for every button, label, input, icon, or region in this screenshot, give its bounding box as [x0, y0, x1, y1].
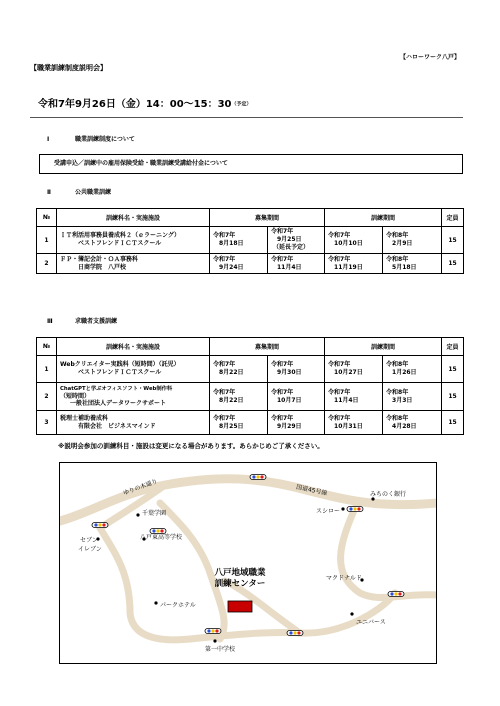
training-center-marker [228, 601, 252, 612]
training-end: 令和8年 1月26日 [383, 356, 442, 383]
event-date-note: （予定） [231, 101, 252, 108]
recruit-end: 令和7年 10月7日 [268, 383, 325, 411]
map-label-eleven: イレブン [78, 546, 102, 553]
map-label-universe: ユニバース [356, 619, 386, 626]
table-row [37, 356, 464, 383]
header-recruit: 募集期間 [210, 338, 325, 356]
row-no: 1 [37, 356, 57, 383]
recruit-end: 令和7年 11月4日 [268, 254, 325, 274]
map-label-hachinohe-east: 八戸東高等学校 [140, 534, 183, 541]
course-name: ChatGPTと学ぶオフィスソフト・Web制作科 [60, 386, 173, 392]
section3-number: Ⅲ [47, 318, 53, 325]
training-start: 令和7年 10月27日 [325, 356, 383, 383]
course-name: ＩＴ利活用事務員養成科２（ｅラーニング） [60, 232, 181, 239]
document-title: 【職業訓練制度説明会】 [30, 64, 107, 72]
training-start: 令和7年 11月19日 [325, 254, 383, 274]
capacity: 15 [442, 227, 464, 254]
recruit-start: 令和7年 8月22日 [210, 356, 268, 383]
section1-heading [47, 134, 135, 143]
training-start: 令和7年 10月31日 [325, 411, 383, 435]
training-end: 令和8年 5月18日 [383, 254, 442, 274]
training-end: 令和8年 2月9日 [383, 227, 442, 254]
header-training: 訓練期間 [325, 209, 442, 227]
recruit-start: 令和7年 8月22日 [210, 383, 268, 411]
section2-title: 公共職業訓練 [75, 189, 112, 196]
course-name: ＦＰ・簿記会計・ＯＡ事務科 [60, 255, 139, 263]
header-course: 訓練科名・実施施設 [57, 209, 210, 227]
row-no: 2 [37, 383, 57, 411]
training-end: 令和8年 4月28日 [383, 411, 442, 435]
course-cell [57, 254, 210, 274]
map-label-seven: セブン [80, 537, 98, 544]
recruit-end: 令和7年 9月25日 （延長予定） [268, 227, 325, 254]
header-training: 訓練期間 [325, 338, 442, 356]
table-row [37, 383, 464, 411]
section3-title: 求職者支援訓練 [75, 318, 118, 325]
public-training-table [36, 208, 464, 274]
school-name: 一般社団法人データワークサポート [70, 400, 167, 407]
map-label-daiichi: 第一中学校 [205, 646, 236, 653]
training-start: 令和7年 11月4日 [325, 383, 383, 411]
row-no: 2 [37, 254, 57, 274]
course-cell [57, 356, 210, 383]
school-name: ベストフレンドＩＣＴスクール [78, 240, 162, 247]
table-row [37, 227, 464, 254]
map-label-michinoku: みちのく銀行 [370, 491, 407, 498]
hellowork-label: 【ハローワーク八戸】 [399, 54, 460, 61]
recruit-start: 令和7年 9月24日 [210, 254, 268, 274]
course-name: 税理士補助養成科 [60, 414, 109, 422]
map-label-route45: 国道45号線 [295, 483, 328, 498]
training-start: 令和7年 10月10日 [325, 227, 383, 254]
capacity: 15 [442, 411, 464, 435]
header-no: № [37, 209, 57, 227]
access-map [59, 462, 437, 664]
row-no: 1 [37, 227, 57, 254]
map-label-chiba: 千葉学園 [142, 510, 167, 517]
table-header-row [37, 209, 464, 227]
section2-number: Ⅱ [47, 189, 51, 196]
school-name: 有限会社 ビジネスマインド [78, 422, 156, 430]
row-no: 3 [37, 411, 57, 435]
map-label-macdonald: マクドナルド [326, 575, 362, 582]
recruit-end: 令和7年 9月30日 [268, 356, 325, 383]
table-header-row [37, 338, 464, 356]
map-label-sushiro: スシロー [316, 508, 341, 515]
header-no: № [37, 338, 57, 356]
section1-topic-box: 受講申込／訓練中の雇用保険受給・職業訓練受講給付金について [39, 154, 463, 174]
section3-heading [47, 316, 117, 325]
divider [30, 117, 463, 118]
capacity: 15 [442, 383, 464, 411]
map-label-park-hotel: パークホテル [160, 602, 196, 609]
header-course: 訓練科名・実施施設 [57, 338, 210, 356]
course-cell [57, 227, 210, 254]
event-date-text: 令和7年9月26日（金）14：00～15：30 [38, 99, 232, 110]
header-capacity: 定員 [442, 338, 464, 356]
header-recruit: 募集期間 [210, 209, 325, 227]
table-row [37, 254, 464, 274]
section1-number: Ⅰ [47, 136, 50, 143]
map-label-yurinoki: ゆりの木通り [122, 477, 159, 497]
header-capacity: 定員 [442, 209, 464, 227]
section1-title: 職業訓練制度について [75, 136, 135, 143]
training-end: 令和8年 3月3日 [383, 383, 442, 411]
course-cell [57, 411, 210, 435]
map-label-training-center: 八戸地域職業 訓練センター [214, 568, 266, 589]
caution-note: ※説明会参加の訓練科目・施設は変更になる場合があります。あらかじめご了承ください。 [58, 442, 324, 450]
table-row [37, 411, 464, 435]
school-name: 日商学院 八戸校 [78, 263, 127, 271]
recruit-start: 令和7年 8月25日 [210, 411, 268, 435]
event-date [38, 95, 252, 110]
capacity: 15 [442, 356, 464, 383]
course-name-line2: （短時間） [60, 393, 91, 400]
course-cell [57, 383, 210, 411]
capacity: 15 [442, 254, 464, 274]
job-seeker-training-table [36, 337, 464, 435]
recruit-start: 令和7年 8月18日 [210, 227, 268, 254]
school-name: ベストフレンドＩＣＴスクール [78, 369, 162, 376]
section2-heading [47, 187, 111, 196]
recruit-end: 令和7年 9月29日 [268, 411, 325, 435]
course-name: Webクリエイター実践科（短時間）（託児） [60, 361, 180, 368]
